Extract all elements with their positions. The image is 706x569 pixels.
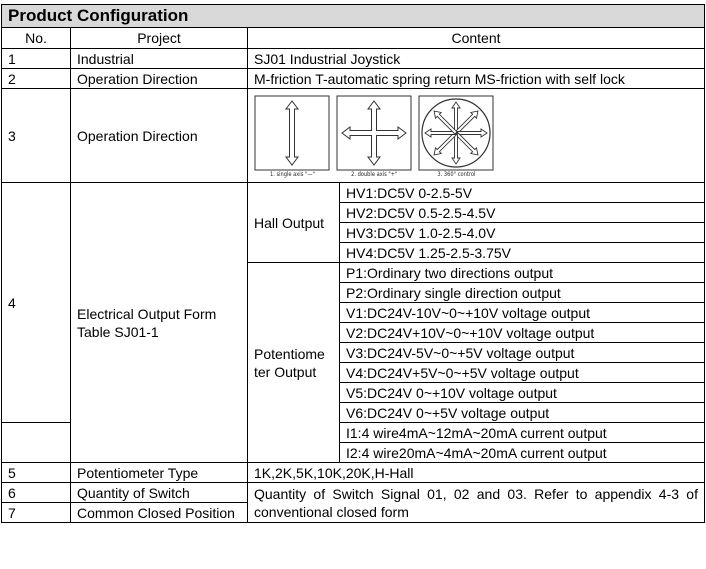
potentiometer-output-label (248, 263, 340, 463)
table-row (2, 463, 705, 483)
title-row (2, 5, 705, 28)
row-no: 5 (2, 463, 71, 483)
direction-diagrams (254, 93, 704, 179)
direction-diagrams-cell (248, 89, 705, 183)
pot-label-line: ter Output (254, 363, 317, 380)
row-no: 4 (2, 183, 71, 423)
hall-item: HV4:DC5V 1.25-2.5-3.75V (340, 243, 705, 263)
pot-item: V2:DC24V+10V~0~+10V voltage output (340, 323, 705, 343)
single-axis-arrow-icon (254, 95, 330, 171)
row-no: 7 (2, 503, 71, 523)
row-project: Operation Direction (71, 89, 248, 183)
row-project-line: Table SJ01-1 (77, 323, 159, 340)
pot-item: V4:DC24V+5V~0~+5V voltage output (340, 363, 705, 383)
360-control-icon (418, 95, 494, 171)
diagram-caption: 2. double axis "+" (350, 170, 398, 178)
pot-item: I2:4 wire20mA~4mA~20mA current output (340, 443, 705, 463)
row-no: 1 (2, 49, 71, 69)
row-project: Operation Direction (71, 69, 248, 89)
diagram-360 (418, 95, 494, 179)
row-project: Common Closed Position (71, 503, 248, 523)
header-row (2, 28, 705, 49)
hall-item: HV2:DC5V 0.5-2.5-4.5V (340, 203, 705, 223)
table-row (2, 89, 705, 183)
pot-item: I1:4 wire4mA~12mA~20mA current output (340, 423, 705, 443)
row-project: Quantity of Switch (71, 483, 248, 503)
table-row (2, 69, 705, 89)
hall-output-label: Hall Output (248, 183, 340, 263)
row-content: 1K,2K,5K,10K,20K,H-Hall (248, 463, 705, 483)
product-configuration-table (1, 4, 705, 523)
table-row (2, 183, 705, 203)
table-row (2, 483, 705, 503)
pot-item: P1:Ordinary two directions output (340, 263, 705, 283)
row-content: SJ01 Industrial Joystick (248, 49, 705, 69)
table-row (2, 49, 705, 69)
double-axis-cross-icon (336, 95, 412, 171)
header-content: Content (248, 28, 705, 49)
diagram-double-axis (336, 95, 412, 179)
row-project (71, 183, 248, 463)
diagram-caption: 3. 360° control (436, 170, 476, 178)
diagram-single-axis (254, 95, 330, 179)
pot-item: V6:DC24V 0~+5V voltage output (340, 403, 705, 423)
switch-content: Quantity of Switch Signal 01, 02 and 03. Refer to appendix 4-3 of conventional closed form (248, 483, 705, 523)
row-content: M-friction T-automatic spring return MS-friction with self lock (248, 69, 705, 89)
row-project-line: Electrical Output Form (77, 305, 217, 322)
hall-item: HV1:DC5V 0-2.5-5V (340, 183, 705, 203)
pot-item: V1:DC24V-10V~0~+10V voltage output (340, 303, 705, 323)
product-configuration-table-wrapper (1, 4, 704, 523)
diagram-caption: 1. single axis "—" (269, 170, 315, 178)
row-no: 2 (2, 69, 71, 89)
pot-item: P2:Ordinary single direction output (340, 283, 705, 303)
row-project: Industrial (71, 49, 248, 69)
row-no-empty (2, 423, 71, 463)
row-no: 3 (2, 89, 71, 183)
header-no: No. (2, 28, 71, 49)
pot-item: V5:DC24V 0~+10V voltage output (340, 383, 705, 403)
hall-item: HV3:DC5V 1.0-2.5-4.0V (340, 223, 705, 243)
row-project: Potentiometer Type (71, 463, 248, 483)
table-title: Product Configuration (2, 5, 705, 28)
header-project: Project (71, 28, 248, 49)
pot-label-line: Potentiome (254, 345, 325, 362)
row-no: 6 (2, 483, 71, 503)
pot-item: V3:DC24V-5V~0~+5V voltage output (340, 343, 705, 363)
